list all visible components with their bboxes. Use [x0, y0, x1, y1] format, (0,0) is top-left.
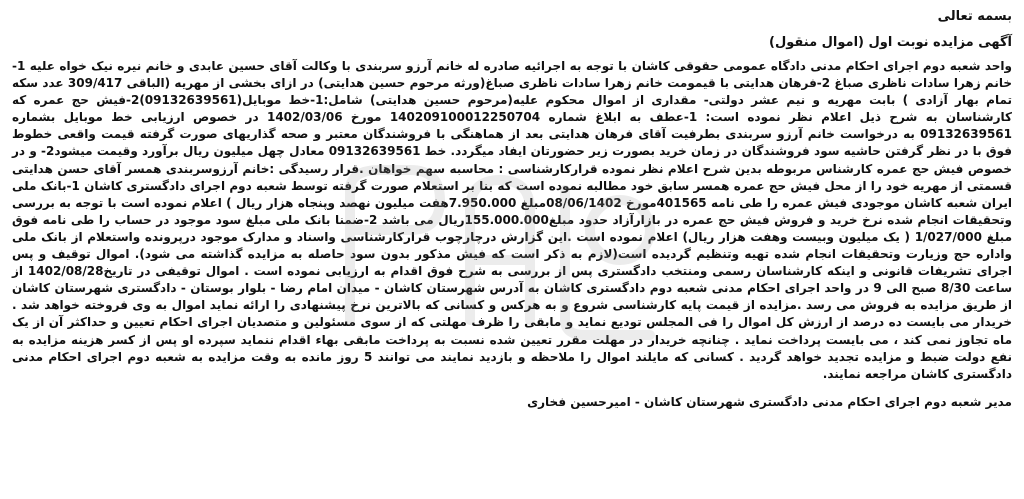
notice-heading: بسمه تعالی [937, 9, 1012, 24]
notice-signature: مدیر شعبه دوم اجرای احکام مدنی دادگستری شهرستان کاشان - امیرحسین فخاری [527, 394, 1012, 409]
notice-body: واحد شعبه دوم اجرای احکام مدنی دادگاه عمومی حقوقی کاشان با توجه به اجرائیه صادره له خانم آرزو سربندی با وکالت آقای حسین عابدی و خانم نیره نیک خواه علیه 1-خانم زهرا سادات ناظری صباغ 2-فرهان هدایتی با قیمومت خانم زهرا سادات ناظری صباغ(ورثه مرحوم حسین هدایتی) در ازای بخشی از مهریه (الباقی 309/417 عدد سکه تمام بهار آزادی ) بابت مهریه و نیم عشر دولتی- مقداری از اموال محکوم علیه(مرحوم حسین هدایتی) شامل:1-خط موبایل(09132639561)2-فیش حج عمره که کارشناسان به شرح ذیل اعلام نظر نموده است: 1-عطف به ابلاغ شماره 140209100012250704 مورخ 1402/03/06 در خصوص ارزیابی خط موبایل بشماره 09132639561 به درخواست خانم آرزو سربندی بطرفیت آقای فرهان هدایتی بعد از هماهنگی با فروشندگان معتبر و صحه گذاریهای صورت گرفته قیمت واقعی خطوط فوق با در نظر گرفتن حاشیه سود فروشندگان در زمان خرید بصورت زیر حضورتان ایفاد میگردد. خط 09132639561 معادل چهل میلیون ریال برآورد وقیمت میشود2- و در خصوص فیش حج عمره کارشناس مربوطه بدین شرح اعلام نظر نموده قرارکارشناسی : محاسبه سهم خواهان .قرار رسیدگی :خانم آرزوسربندی همسر آقای حسن هدایتی قسمتی از مهریه خود را از محل فیش حج عمره همسر سابق خود مطالبه نموده است که بنا بر استعلام صورت گرفته توسط شعبه دوم اجرای دادگستری کاشان 1-بانک ملی ایران شعبه کاشان موجودی فیش عمره را طی نامه 401565مورخ 08/06/1402مبلغ 7.950.000هفت میلیون نهصد وپنجاه هزار ریال ) اعلام نموده است با توجه به بررسی وتحقیقات انجام شده نرخ خرید و فروش فیش حج عمره در بازارآزاد حدود مبلغ155.000.000ریال می باشد 2-ضمنا بانک ملی مبلغ سود موجود در حساب را طی نامه فوق مبلغ 1/027/000 ( یک میلیون وبیست وهفت هزار ریال) اعلام نموده است .این گزارش درچارچوب قرارکارشناسی واسناد و مدارک موجود درپرونده واستعلام از بانک ملی واداره حج وزیارت وتحقیقات انجام شده تهیه وتنظیم گردیده است(لازم به ذکر است که فیش مذکور بدون سود حاصله به مزایده گذاشته می شود). اموال توقیف و پس اجرای تشریفات قانونی و اینکه کارشناسان رسمی ومنتخب دادگستری پس از بررسی به شرح فوق اقدام به ارزیابی نموده است . اموال توقیفی در تاریخ1402/08/28 از ساعت 8/30 صبح الی 9 در واحد اجرای احکام مدنی شعبه دوم دادگستری کاشان به آدرس شهرستان کاشان - میدان امام رضا - بلوار بوستان - دادگستری شهرستان کاشان از طریق مزایده به فروش می رسد .مزایده از قیمت پایه کارشناسی شروع و به هرکس و کسانی که بالاترین نرخ پیشنهادی را ارائه نماید اموال به وی فروخته خواهد شد . خریدار می بایست ده درصد از ارزش کل اموال را فی المجلس تودیع نماید و مابقی را ظرف مهلتی که از سوی مسئولین و متصدیان اجرای احکام تعیین و حداکثر آن از یک ماه تجاوز نمی کند ، می بایست پرداخت نماید . چنانچه خریدار در مهلت مقرر تعیین شده نسبت به پرداخت مابقی بهاء اقدام ننماید سپرده او پس از کسر هزینه مزایده به نفع دولت ضبط و مزایده تجدید خواهد گردید . کسانی که مایلند اموال را ملاحظه و بازدید نمایند می توانند 5 روز مانده به وقت مزایده به شعبه دوم اجرای احکام مدنی دادگستری کاشان مراجعه نمایند. [12, 59, 1013, 381]
notice-title: آگهی مزایده نوبت اول (اموال منقول) [769, 35, 1012, 50]
